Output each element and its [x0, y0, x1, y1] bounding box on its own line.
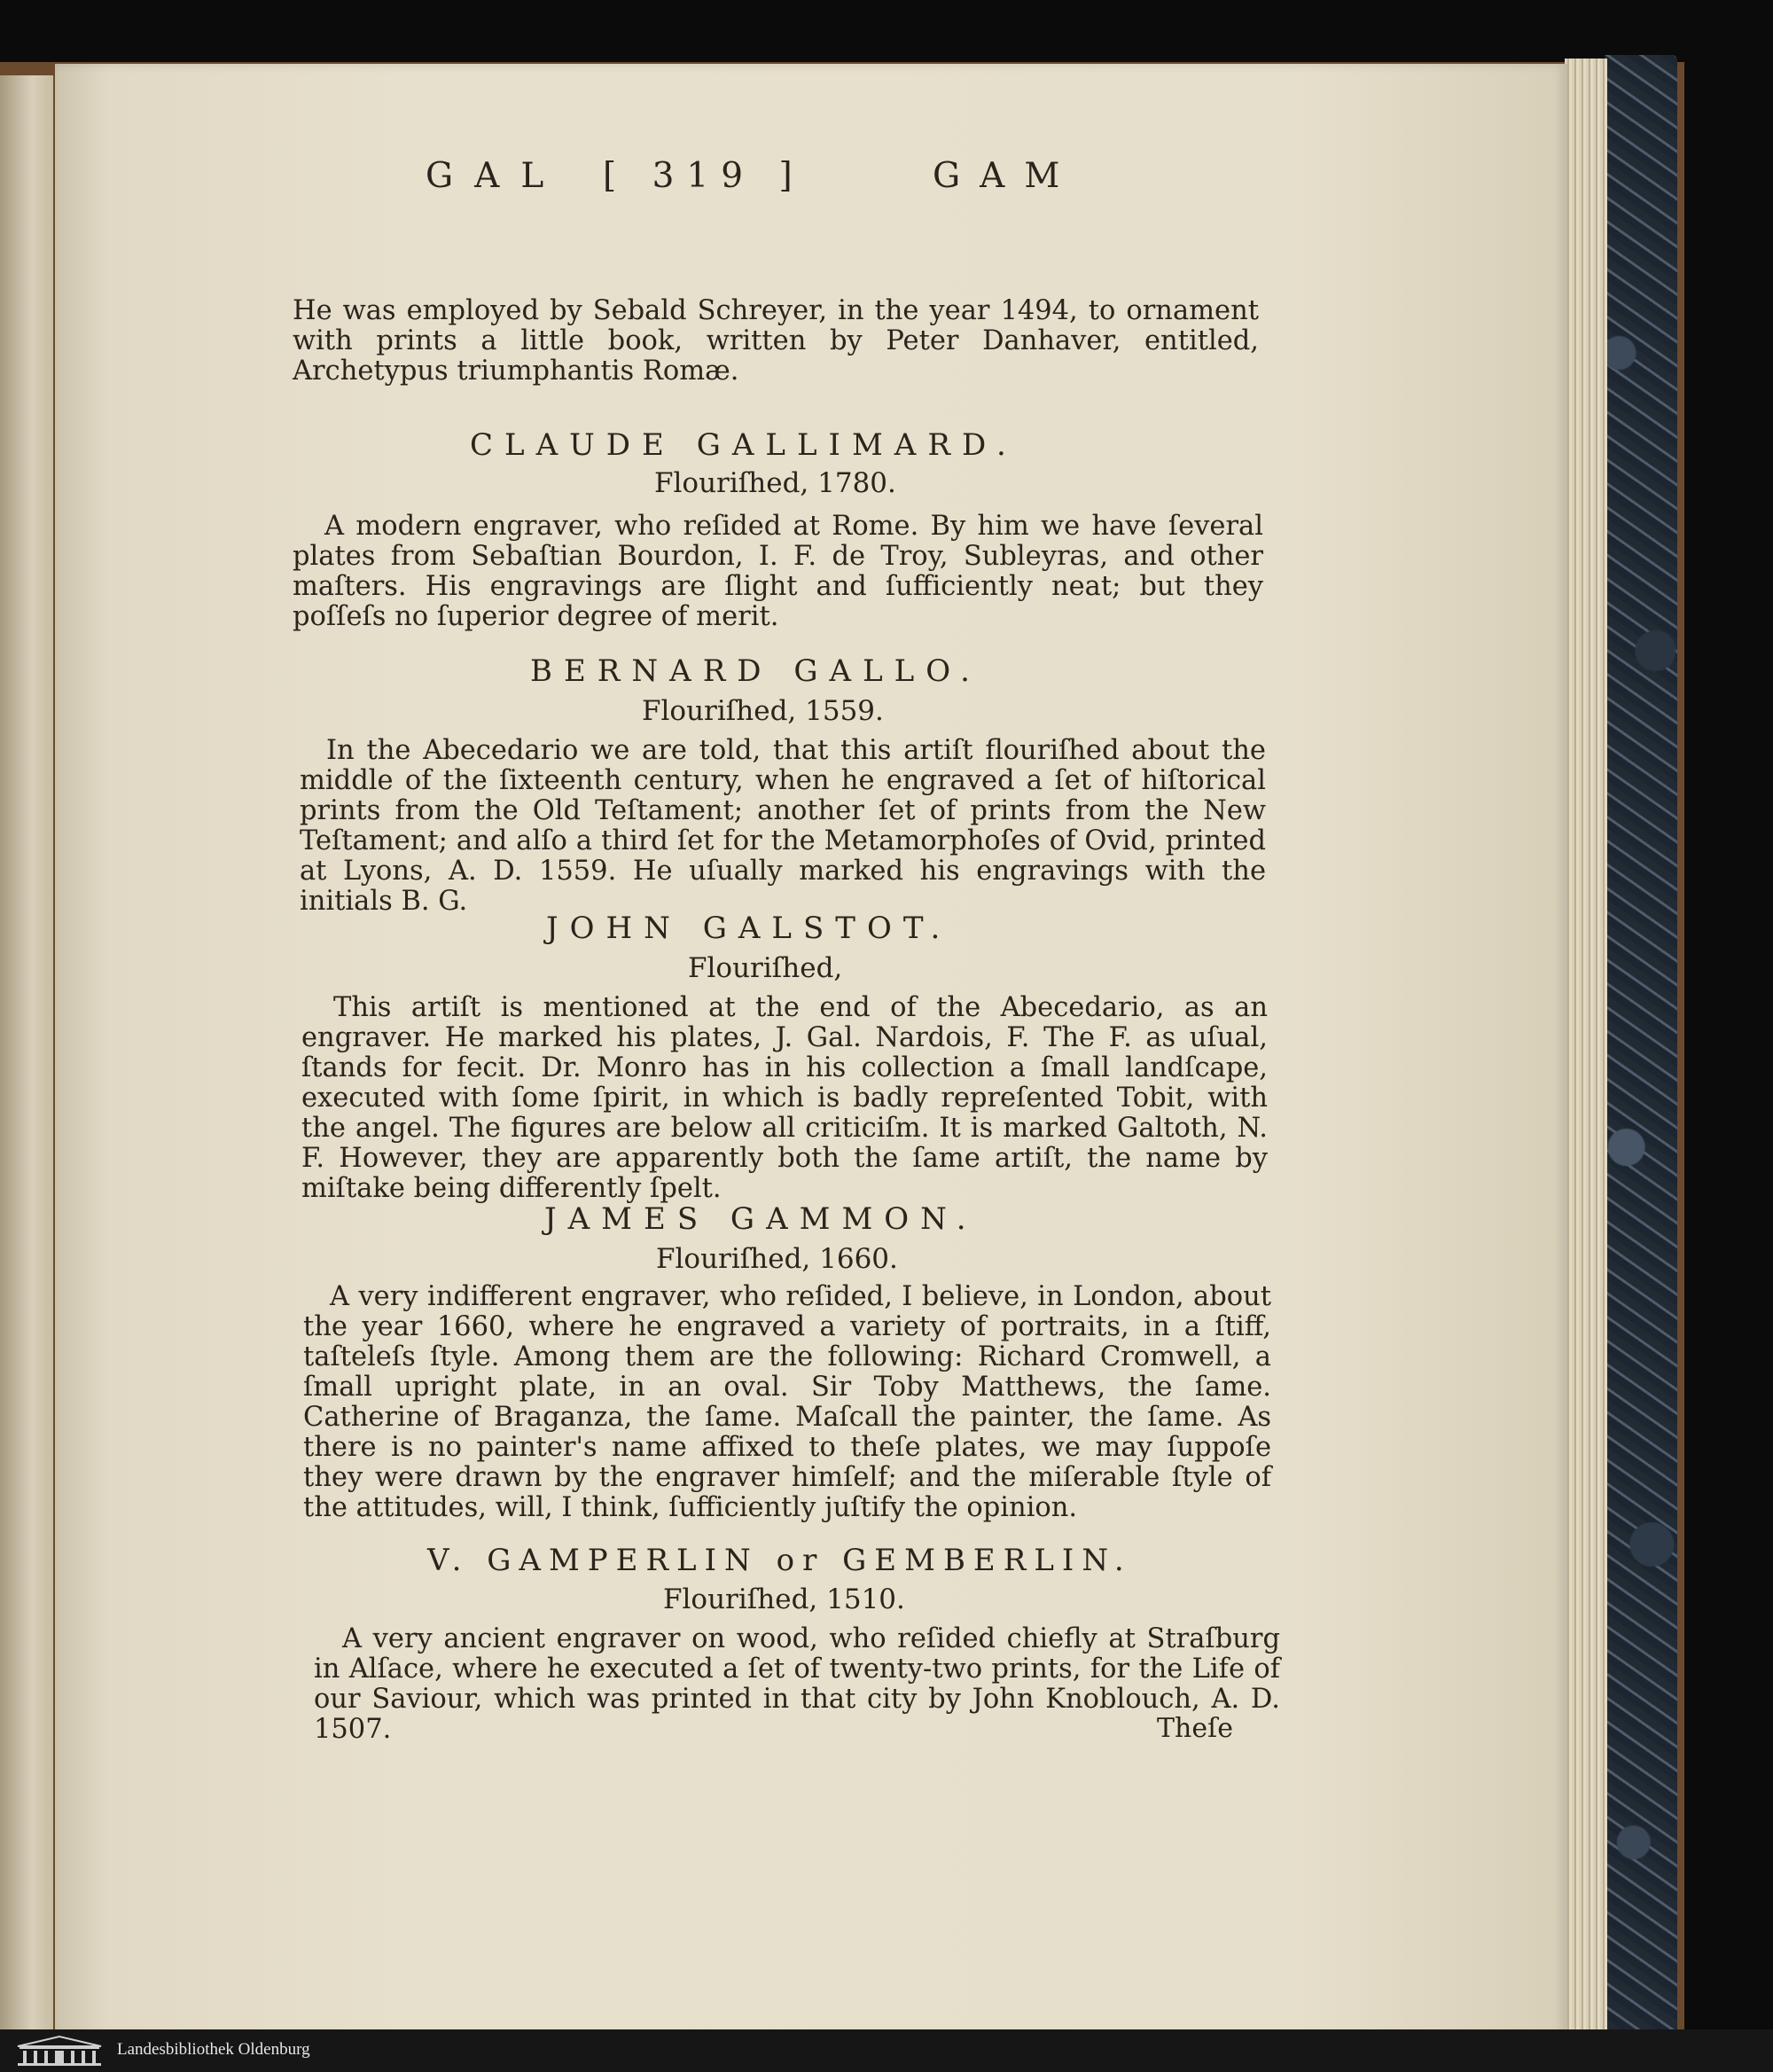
page-number: [ 319 ] — [603, 156, 805, 196]
catchword: Theſe — [1157, 1713, 1233, 1744]
entry-text: A very indifferent engraver, who reſided, I believe, in London, about the year 1660, where he engraved a variety of portraits, in a ſtiff, taſteleſs ſtyle. Among them are the following: Richard Cromwell, a ſmall upright plate, in an oval. Sir Toby Matthews, the ſame. Catherine of Braganza, the ſame. Maſcall the painter, the ſame. As there is no painter's name affixed to theſe plates, we may ſuppoſe they were drawn by the engraver himſelf; and the miſerable ſtyle of the attitudes, will, I think, ſufficiently juſtify the opinion. — [303, 1281, 1271, 1523]
footer-library-label: Landesbibliothek Oldenburg — [117, 2040, 310, 2059]
entry-text: A very ancient engraver on wood, who reſided chiefly at Straſburg in Alſace, where he executed a ſet of twenty-two prints, for the Life of our Saviour, which was printed in that city by John Knoblouch, A. D. 1507. — [314, 1623, 1280, 1745]
entry-flourished: Flouriſhed, 1780. — [654, 467, 896, 499]
entry-flourished: Flouriſhed, — [688, 952, 843, 984]
running-head-right: GAM — [933, 156, 1080, 196]
entry-flourished: Flouriſhed, 1660. — [656, 1243, 898, 1275]
facing-page-edge — [0, 75, 53, 2035]
entry-flourished: Flouriſhed, 1559. — [642, 695, 884, 727]
marbled-cover — [1605, 55, 1677, 2041]
book-page — [55, 64, 1567, 2036]
entry-title: JOHN GALSTOT. — [546, 911, 952, 946]
entry-text: In the Abecedario we are told, that this artiſt flouriſhed about the middle of the ſixteenth century, when he engraved a ſet of hiſtorical prints from the Old Teſtament; another ſet of prints from the New Teſtament; and alſo a third ſet for the Metamorphoſes of Ovid, printed at Lyons, A. D. 1559. He uſually marked his engravings with the initials B. G. — [300, 735, 1266, 917]
entry-text: A modern engraver, who reſided at Rome. By him we have ſeveral plates from Sebaſtian Bourdon, I. F. de Troy, Subleyras, and other maſters. His engravings are ſlight and ſufficiently neat; but they poſſeſs no ſuperior degree of merit. — [293, 511, 1263, 632]
entry-title: JAMES GAMMON. — [544, 1201, 978, 1237]
entry-title: BERNARD GALLO. — [530, 653, 981, 689]
page-stack-edge — [1565, 59, 1607, 2037]
entry-flourished: Flouriſhed, 1510. — [663, 1583, 905, 1615]
entry-title: CLAUDE GALLIMARD. — [470, 427, 1018, 463]
intro-paragraph: He was employed by Sebald Schreyer, in the year 1494, to ornament with prints a little book, written by Peter Danhaver, entitled, Archetypus triumphantis Romæ. — [293, 295, 1259, 387]
running-head-left: GAL — [426, 156, 566, 196]
entry-text: This artiſt is mentioned at the end of the Abecedario, as an engraver. He marked his plates, J. Gal. Nardois, F. The F. as uſual, ſtands for fecit. Dr. Monro has in his collection a ſmall landſcape, executed with ſome ſpirit, in which is badly repreſented Tobit, with the angel. The figures are below all criticiſm. It is marked Galtoth, N. F. However, they are apparently both the ſame artiſt, the name by miſtake being differently ſpelt. — [301, 992, 1268, 1204]
library-building-icon — [14, 2034, 105, 2068]
entry-title: V. GAMPERLIN or GEMBERLIN. — [427, 1543, 1132, 1578]
